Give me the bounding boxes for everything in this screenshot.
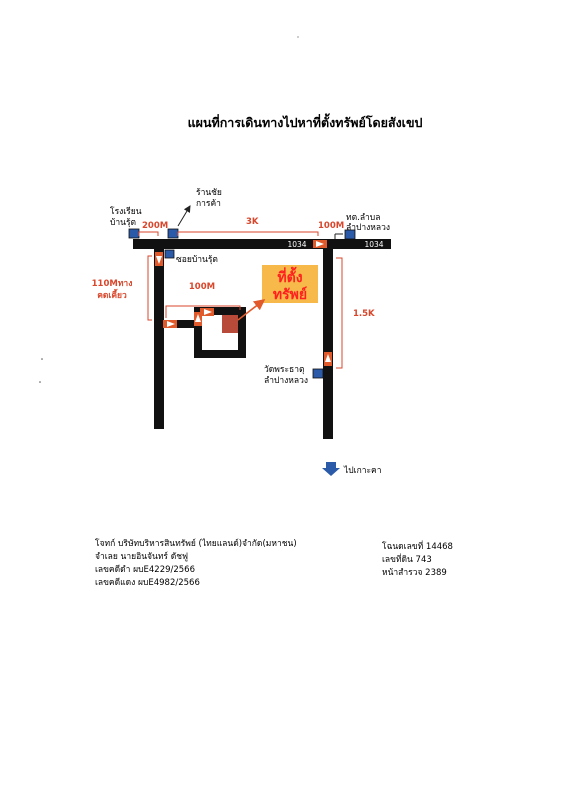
case-black-number: เลขคดีดำ ผบE4229/2566	[95, 565, 195, 575]
shop-marker	[168, 229, 178, 238]
property-label-line1: ที่ตั้ง	[277, 270, 303, 286]
office-label-line2: ลำปางหลวง	[346, 223, 391, 233]
bracket-200m	[139, 232, 158, 236]
land-number: เลขที่ดิน 743	[382, 555, 432, 565]
distance-100m-mid: 100M	[188, 282, 216, 292]
shop-label-line2: การค้า	[196, 199, 221, 209]
scan-speck	[297, 36, 298, 37]
soi-label: ซอยบ้านรุ้ต	[176, 255, 218, 265]
distance-110m-line2: คดเคี้ยว	[97, 291, 127, 301]
case-defendant: จำเลย นายอินจันทร์ ดัชฟู	[95, 552, 188, 562]
distance-200m: 200M	[142, 221, 169, 231]
bracket-3k	[178, 232, 318, 236]
road-label-1034-b: 1034	[364, 240, 384, 249]
scan-speck	[39, 381, 41, 383]
temple-marker	[313, 369, 323, 378]
down-arrow-icon	[322, 462, 340, 476]
property-plot	[222, 315, 238, 333]
bracket-110m	[148, 256, 152, 320]
bracket-1-5k	[336, 258, 342, 368]
scan-speck	[41, 358, 43, 360]
office-label-line1: ทต.ลำบล	[346, 213, 381, 223]
temple-label-line2: ลำปางหลวง	[264, 376, 309, 386]
soi-marker	[165, 250, 174, 258]
case-red-number: เลขคดีแดง ผบE4982/2566	[95, 578, 200, 588]
case-plaintiff: โจทก์ บริษัทบริหารสินทรัพย์ (ไทยแลนด์)จำกัด(มหาชน)	[95, 539, 297, 549]
school-label-line1: โรงเรียน	[110, 207, 142, 217]
deed-number: โฉนดเลขที่ 14468	[382, 542, 453, 552]
temple-label-line1: วัดพระธาตุ	[264, 365, 305, 375]
shop-pointer-arrow	[178, 206, 190, 226]
distance-110m-line1: 110Mทาง	[91, 279, 133, 289]
school-label-line2: บ้านรุ้ต	[110, 218, 137, 228]
shop-label-line1: ร้านชัย	[196, 188, 222, 198]
direction-label: ไปเกาะคา	[344, 466, 382, 476]
property-label-line2: ทรัพย์	[272, 287, 308, 303]
survey-page: หน้าสำรวจ 2389	[382, 568, 447, 578]
soi-road	[154, 249, 164, 429]
distance-100m-top: 100M	[318, 221, 345, 231]
distance-3k: 3K	[246, 217, 259, 227]
main-road-1034	[133, 239, 391, 249]
map-title: แผนที่การเดินทางไปหาที่ตั้งทรัพย์โดยสังเขป	[187, 115, 423, 130]
school-marker	[129, 229, 139, 238]
distance-1-5k: 1.5K	[353, 309, 375, 319]
road-label-1034-a: 1034	[287, 240, 307, 249]
east-road	[323, 249, 333, 439]
